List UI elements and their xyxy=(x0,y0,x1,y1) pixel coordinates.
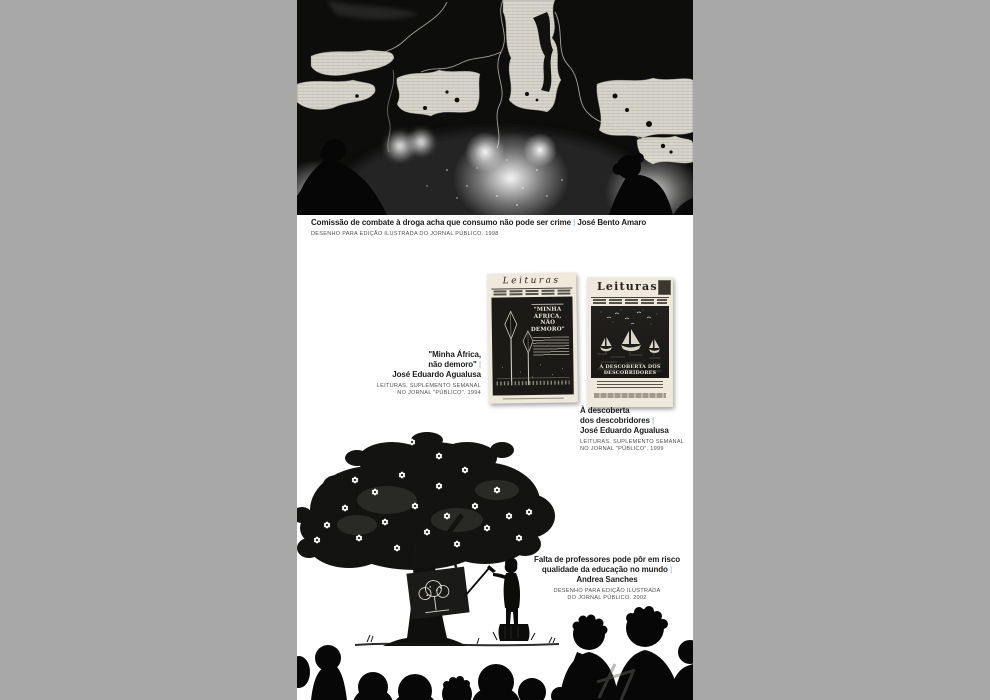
cover-body-text-placeholder xyxy=(597,381,663,390)
caption-text: dos descobridores xyxy=(580,416,650,425)
masthead-rule xyxy=(591,297,669,298)
pipe-separator: | xyxy=(669,565,673,574)
teaser-text-row xyxy=(593,302,667,304)
cover-body-text-placeholder xyxy=(533,336,569,356)
credit-line: LEITURAS. SUPLEMENTO SEMANAL xyxy=(376,382,481,389)
caption-title-line: Falta de professores pode pôr em risco xyxy=(533,555,681,564)
tree-crown xyxy=(297,432,555,570)
caption-title-line xyxy=(580,416,692,426)
teaser-text-row xyxy=(493,290,570,293)
cover-title-line: "MINHA ÁFRICA, xyxy=(533,306,562,320)
cover-title-descobridores: À DESCOBERTA DOS DESCOBRIDORES xyxy=(599,363,661,376)
teaser-text-row xyxy=(493,293,570,296)
masthead-row xyxy=(587,277,673,295)
cover-title-line: NÃO DEMORO" xyxy=(530,319,565,333)
masthead-leituras-left: Leituras xyxy=(502,275,561,287)
book-page xyxy=(297,0,693,700)
caption-title-line xyxy=(355,360,481,370)
cover-kicker-rule xyxy=(531,303,563,304)
credit-line: DESENHO PARA EDIÇÃO ILUSTRADA xyxy=(553,587,661,594)
pipe-separator: | xyxy=(652,416,655,425)
caption-credit xyxy=(355,383,481,398)
cover-headline-placeholder xyxy=(594,393,666,398)
masthead-thumbnail xyxy=(658,280,671,295)
credit-line: NO JORNAL "PÚBLICO". 1999 xyxy=(580,445,664,452)
cover-art-caravels xyxy=(591,306,669,378)
caption-text: Comissão de combate à droga acha que consumo não pode ser crime xyxy=(311,218,571,227)
caption-credit: DESENHO PARA EDIÇÃO ILUSTRADA DO JORNAL PÚBLICO. 1998 xyxy=(311,230,499,237)
credit-line: DO JORNAL PÚBLICO. 2002 xyxy=(567,594,647,601)
caption-credit xyxy=(580,439,692,454)
caption-title-line: À descoberta xyxy=(580,406,630,415)
caption-teacher-tree xyxy=(511,555,693,602)
masthead-leituras-right: Leituras xyxy=(597,280,658,293)
caption-title-line xyxy=(511,565,693,575)
caption-minha-africa xyxy=(355,350,481,397)
illustration-drug-commission-artwork xyxy=(297,0,693,215)
tree-stump xyxy=(493,624,535,641)
caption-text: qualidade da educação no mundo xyxy=(541,565,668,574)
caption-author: José Eduardo Agualusa xyxy=(392,370,481,379)
magazine-cover-minha-africa xyxy=(487,272,578,403)
caption-drug-commission xyxy=(311,218,685,238)
audience-silhouettes xyxy=(297,606,693,700)
caption-descobridores xyxy=(580,406,692,453)
pipe-separator: | xyxy=(573,218,576,227)
caption-title-line: "Minha África, xyxy=(428,350,481,359)
credit-line: LEITURAS. SUPLEMENTO SEMANAL xyxy=(580,438,685,445)
caption-author: José Eduardo Agualusa xyxy=(580,426,669,435)
cover-footer-caption xyxy=(503,397,564,399)
caption-title-line xyxy=(311,218,685,228)
caption-author: Andrea Sanches xyxy=(576,575,638,584)
pipe-separator: | xyxy=(478,360,481,369)
caption-text: não demoro" xyxy=(428,360,477,369)
caption-author: José Bento Amaro xyxy=(577,218,647,227)
caption-credit xyxy=(511,588,693,603)
cover-title-minha-africa xyxy=(525,303,572,355)
teaser-text-row xyxy=(593,299,667,301)
credit-line: NO JORNAL "PÚBLICO". 1994 xyxy=(397,389,481,396)
magazine-cover-descobridores xyxy=(587,277,673,407)
cover-art-spears xyxy=(491,296,573,395)
